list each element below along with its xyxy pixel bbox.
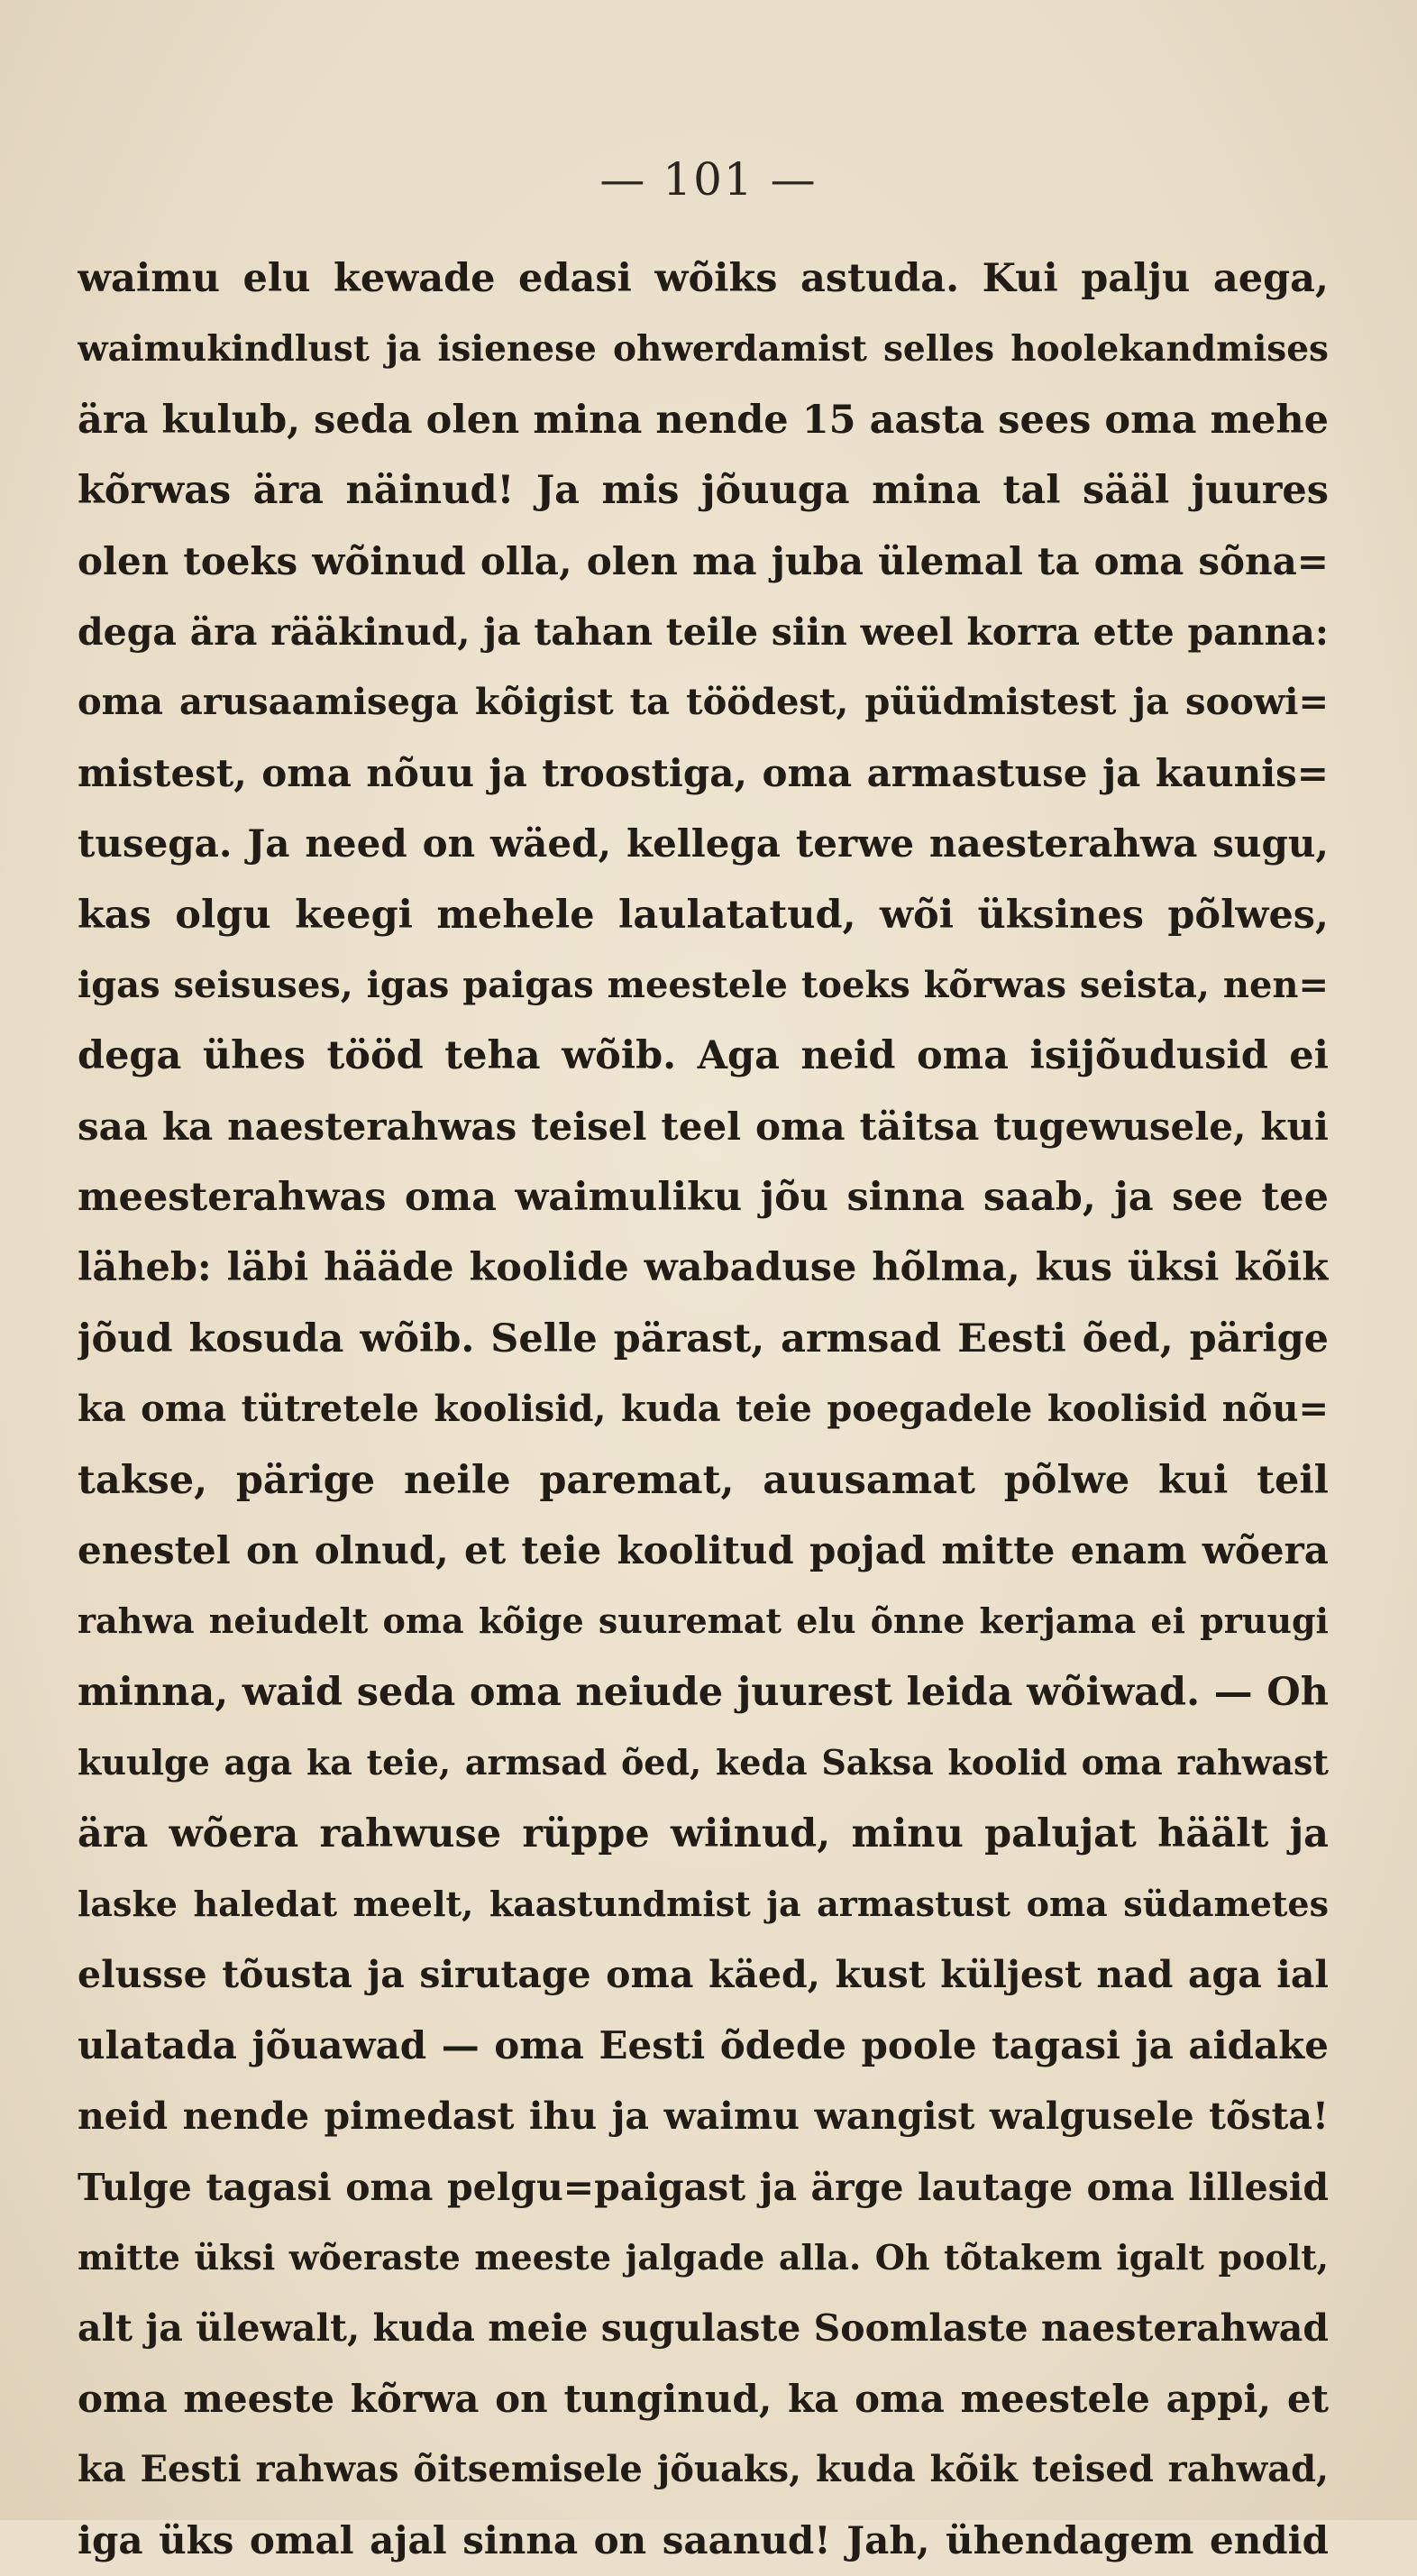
text-line: olen toeks wõinud olla, olen ma juba ülemal ta oma sõna=: [78, 538, 1329, 583]
text-line: kas olgu keegi mehele laulatatud, wõi üksines põlwes,: [78, 892, 1329, 938]
text-line: iga üks omal ajal sinna on saanud! Jah, ühendagem endid: [78, 2517, 1329, 2562]
text-line: alt ja ülewalt, kuda meie sugulaste Soomlaste naesterahwad: [78, 2306, 1329, 2351]
text-line: kõrwas ära näinud! Ja mis jõuuga mina tal sääl juures: [78, 468, 1329, 514]
text-line: takse, pärige neile paremat, auusamat põlwe kui teil: [78, 1457, 1329, 1503]
text-line: rahwa neiudelt oma kõige suuremat elu õnne kerjama ei pruugi: [78, 1600, 1329, 1642]
text-line: meesterahwas oma waimuliku jõu sinna saab, ja see tee: [78, 1175, 1329, 1221]
text-line: mitte üksi wõeraste meeste jalgade alla. Oh tõtakem igalt poolt,: [78, 2236, 1329, 2278]
text-line: minna, waid seda oma neiude juurest leida wõiwad. — Oh: [78, 1669, 1329, 1715]
text-line: ära wõera rahwuse rüppe wiinud, minu palujat häält ja: [78, 1811, 1329, 1856]
text-line: läheb: läbi hääde koolide wabaduse hõlma, kus üksi kõik: [78, 1245, 1329, 1291]
text-line: tusega. Ja need on wäed, kellega terwe naesterahwa sugu,: [78, 821, 1329, 866]
text-line: dega ära rääkinud, ja tahan teile siin weel korra ette panna:: [78, 610, 1329, 654]
text-line: oma meeste kõrwa on tunginud, ka oma meestele appi, et: [78, 2376, 1329, 2421]
text-line: igas seisuses, igas paigas meestele toeks kõrwas seista, nen=: [78, 963, 1329, 1006]
text-line: jõud kosuda wõib. Selle pärast, armsad Eesti õed, pärige: [78, 1316, 1329, 1361]
text-line: waimukindlust ja isienese ohwerdamist selles hoolekandmises: [78, 328, 1329, 371]
text-line: enestel on olnud, et teie koolitud pojad mitte enam wõera: [78, 1528, 1329, 1573]
text-line: ära kulub, seda olen mina nende 15 aasta sees oma mehe: [78, 397, 1329, 443]
text-line: saa ka naesterahwas teisel teel oma täitsa tugewusele, kui: [78, 1104, 1329, 1149]
text-line: neid nende pimedast ihu ja waimu wangist walgusele tõsta!: [78, 2095, 1329, 2139]
body-text: [78, 243, 1329, 2576]
page-number: — 101 —: [599, 153, 818, 206]
text-line: oma arusaamisega kõigist ta töödest, püüdmistest ja soowi=: [78, 681, 1329, 724]
text-line: waimu elu kewade edasi wõiks astuda. Kui palju aega,: [78, 256, 1329, 301]
text-line: elusse tõusta ja sirutage oma käed, kust küljest nad aga ial: [78, 1953, 1329, 1997]
text-line: ka oma tütretele koolisid, kuda teie poegadele koolisid nõu=: [78, 1388, 1329, 1431]
text-line: kuulge aga ka teie, armsad õed, keda Saksa koolid oma rahwast: [78, 1742, 1329, 1783]
text-line: ka Eesti rahwas õitsemisele jõuaks, kuda kõik teised rahwad,: [78, 2448, 1329, 2491]
text-line: dega ühes tööd teha wõib. Aga neid oma isijõudusid ei: [78, 1033, 1329, 1079]
text-line: laske haledat meelt, kaastundmist ja armastust oma südametes: [78, 1883, 1329, 1924]
text-line: Tulge tagasi oma pelgu=paigast ja ärge lautage oma lillesid: [78, 2165, 1329, 2209]
text-line: mistest, oma nõuu ja troostiga, oma armastuse ja kaunis=: [78, 750, 1329, 795]
text-line: ulatada jõuawad — oma Eesti õdede poole tagasi ja aidake: [78, 2022, 1329, 2067]
